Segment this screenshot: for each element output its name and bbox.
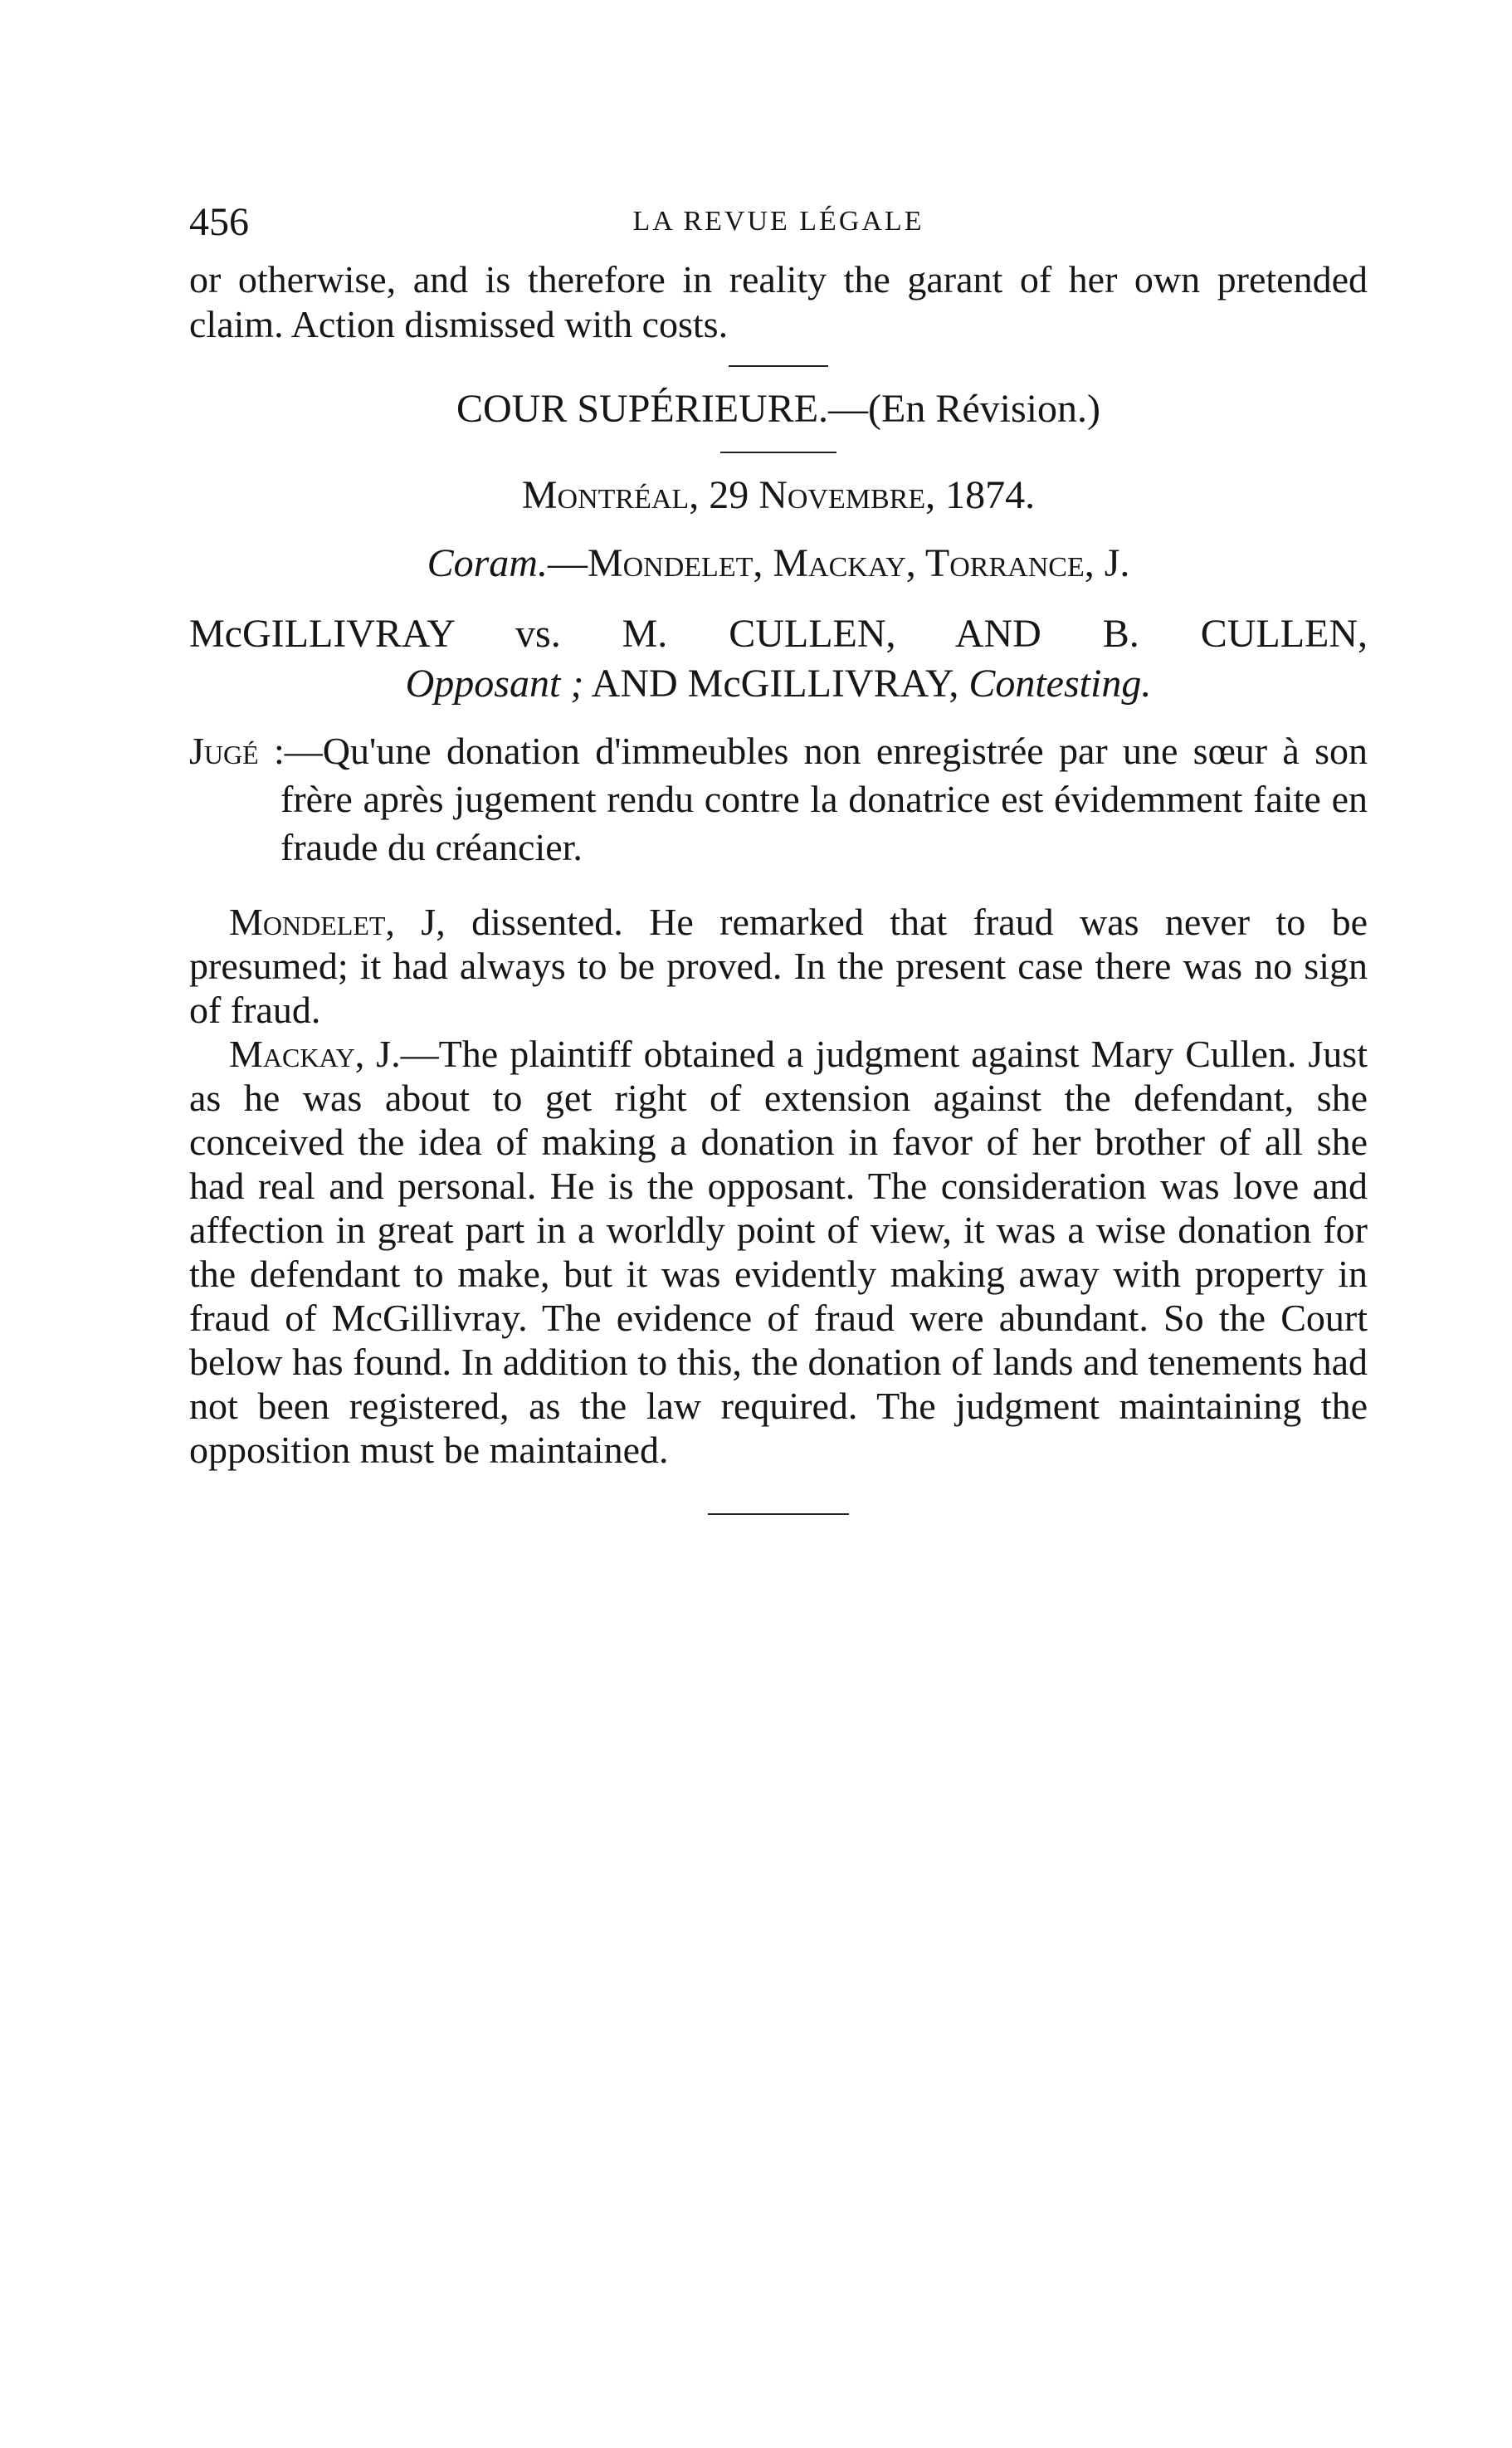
end-divider [708,1513,849,1515]
opposant-label: Opposant ; [405,662,584,706]
contestant-party: AND McGILLIVRAY, [583,662,969,706]
opinion-paragraph [189,900,1368,1032]
opinions [189,900,1368,1472]
coram-judges: —Mondelet, Mackay, Torrance, J. [547,541,1130,585]
running-head [189,199,1368,257]
opinion-judge: Mondelet [229,901,386,943]
date-city: Montréal [521,473,690,517]
opinion-text: , J.—The plaintiff obtained a judgment against Mary Cullen. Just as he was about to get right of extension against the defendant, she conceived the idea of making a donation in favor of her brother of all she had real and personal. He is the opposant. The consideration was love and affection in great part in a worldly point of view, it was a wise donation for the defendant to make, but it was evidently making away with property in fraud of McGillivray. The evidence of fraud were abundant. So the Court below has found. In addition to this, the donation of lands and tenements had not been registered, as the law required. The judgment maintaining the opposition must be maintained. [189,1033,1368,1471]
divider [720,452,836,453]
opinion-judge: Mackay [229,1033,355,1075]
page-number: 456 [189,200,249,244]
contesting-label: Contesting. [968,662,1152,706]
holding-text: :—Qu'une donation d'immeubles non enregistrée par une sœur à son frère après jugement rendu contre la donatrice est évidemment faite en fraude du créancier. [258,730,1368,868]
court-heading: COUR SUPÉRIEURE.—(En Révision.) [456,387,1100,431]
divider [729,365,828,367]
holding [189,727,1368,872]
journal-title: LA REVUE LÉGALE [632,206,924,237]
parties-roles [189,659,1368,709]
date-value: , 29 Novembre, 1874. [689,473,1036,517]
date-line [189,472,1368,520]
parties-line: McGILLIVRAY vs. M. CULLEN, AND B. CULLEN, [189,612,1368,656]
page [189,199,1368,1533]
holding-label: Jugé [189,730,259,772]
intro-text: or otherwise, and is therefore in reality the garant of her own pretended claim. Action dismissed with costs. [189,258,1368,345]
opinion-text: , J, dissented. He remarked that fraud was never to be presumed; it had always to be proved. In the present case there was no sign of fraud. [189,901,1368,1031]
case-parties [189,609,1368,709]
coram-label: Coram. [427,541,548,585]
coram-line [189,540,1368,588]
opinion-paragraph [189,1032,1368,1472]
intro-paragraph [189,257,1368,347]
